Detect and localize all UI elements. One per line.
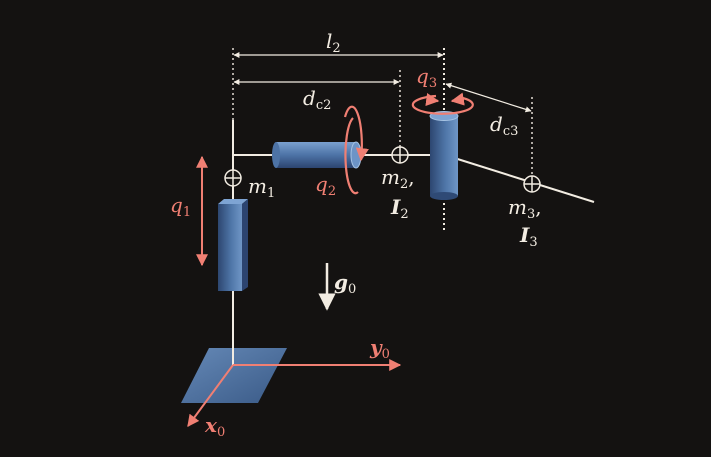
m3-label: $m_3$, <box>508 195 542 222</box>
x0-label: $x_0$ <box>205 413 226 440</box>
link3-cylinder <box>430 112 458 201</box>
link1-body <box>218 199 248 291</box>
link2-cylinder <box>272 142 361 168</box>
l2-label: $l_2$ <box>326 29 341 56</box>
q1-label: $q_1$ <box>170 193 192 220</box>
y0-label: $y_0$ <box>370 335 390 362</box>
com3-marker <box>524 176 540 192</box>
gravity-label: $g_0$ <box>334 270 357 297</box>
I2-label: $I_2$ <box>391 195 409 222</box>
q2-label: $q_2$ <box>315 172 337 199</box>
com2-marker <box>392 147 408 163</box>
dc3-label: $d_{c3}$ <box>490 112 519 139</box>
dc2-label: $d_{c2}$ <box>303 86 332 113</box>
m1-label: $m_1$ <box>248 174 276 201</box>
com1-marker <box>225 170 241 186</box>
I3-label: $I_3$ <box>520 223 538 250</box>
m2-label: $m_2$, <box>381 165 415 192</box>
q3-label: $q_3$ <box>416 64 438 91</box>
